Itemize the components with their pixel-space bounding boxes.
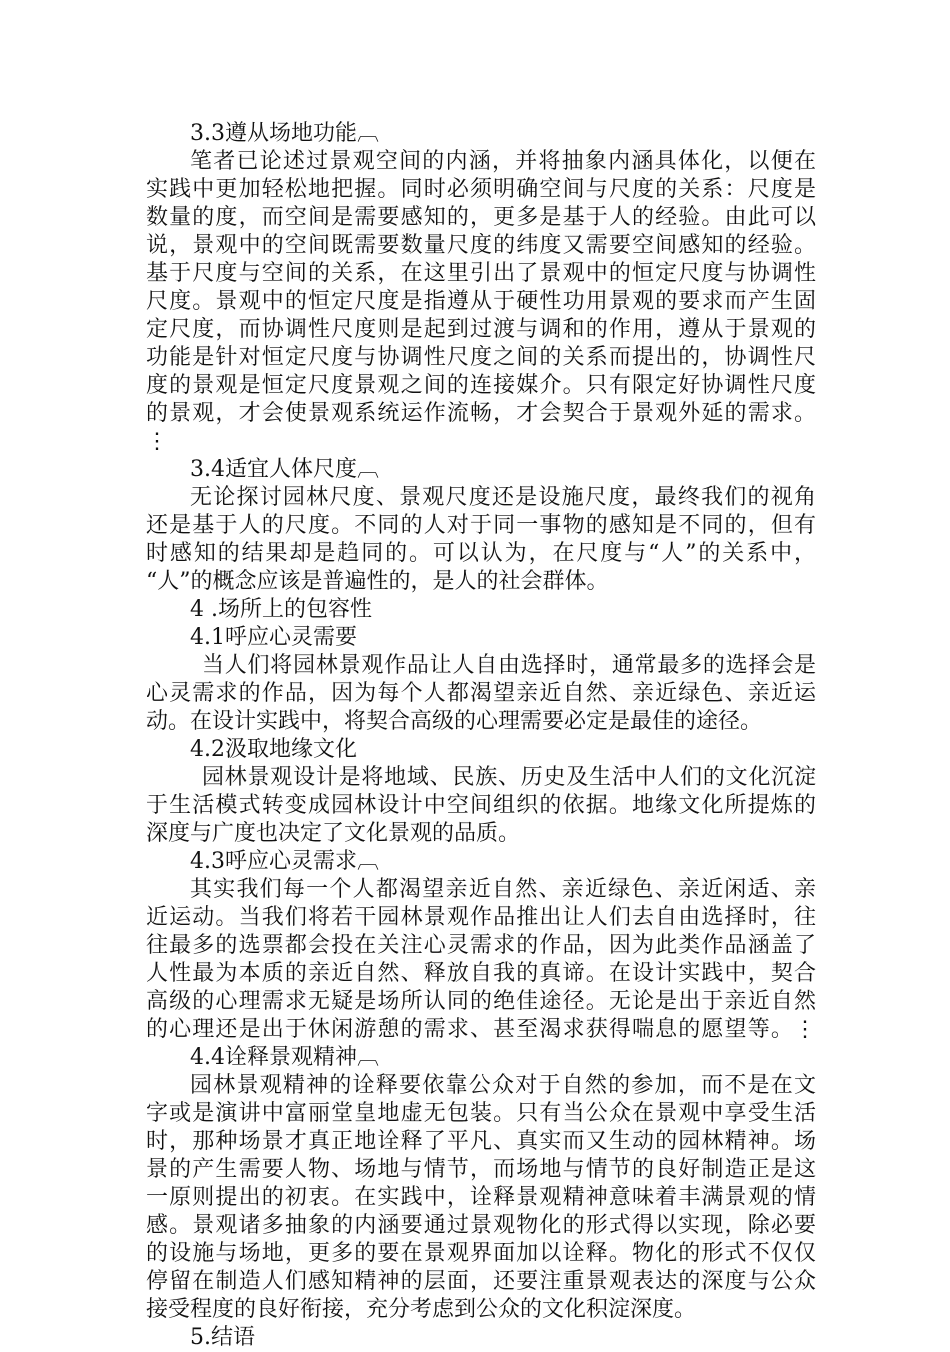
- section-heading: 4 .场所上的包容性: [190, 597, 372, 622]
- paragraph-last-line: 动。在设计实践中，将契合高级的心理需要必定是最佳的途径。: [146, 709, 763, 734]
- text-line: 的心理还是出于休闲游憩的需求、甚至渴求获得喘息的愿望等。⋮: [146, 1017, 816, 1042]
- text-line: 的景观，才会使景观系统运作流畅，才会契合于景观外延的需求。: [146, 401, 816, 426]
- paragraph-first-line: 当人们将园林景观作品让人自由选择时，通常最多的选择会是: [202, 653, 816, 678]
- paragraph-first-line: 其实我们每一个人都渴望亲近自然、亲近绿色、亲近闲适、亲: [190, 877, 816, 902]
- text-line: 感。景观诸多抽象的内涵要通过景观物化的形式得以实现，除必要: [146, 1213, 816, 1238]
- text-line: 尺度。景观中的恒定尺度是指遵从于硬性功用景观的要求而产生固: [146, 289, 816, 314]
- text-line: 实践中更加轻松地把握。同时必须明确空间与尺度的关系：尺度是: [146, 177, 816, 202]
- paragraph-first-line: 无论探讨园林尺度、景观尺度还是设施尺度，最终我们的视角: [190, 485, 816, 510]
- continuation-mark: ⋮: [146, 429, 168, 454]
- section-heading: 4.1呼应心灵需要: [190, 625, 357, 650]
- document-body: [146, 120, 816, 1352]
- paragraph-last-line: 接受程度的良好衔接，充分考虑到公众的文化积淀深度。: [146, 1297, 697, 1322]
- paragraph-first-line: 笔者已论述过景观空间的内涵，并将抽象内涵具体化，以便在: [190, 149, 816, 174]
- text-line: 停留在制造人们感知精神的层面，还要注重景观表达的深度与公众: [146, 1269, 816, 1294]
- text-line: 字或是演讲中富丽堂皇地虚无包装。只有当公众在景观中享受生活: [146, 1101, 816, 1126]
- text-line: 说，景观中的空间既需要数量尺度的纬度又需要空间感知的经验。: [146, 233, 816, 258]
- text-line: 一原则提出的初衷。在实践中，诠释景观精神意味着丰满景观的情: [146, 1185, 816, 1210]
- text-line: 往最多的选票都会投在关注心灵需求的作品，因为此类作品涵盖了: [146, 933, 816, 958]
- text-line: 近运动。当我们将若干园林景观作品推出让人们去自由选择时，往: [146, 905, 816, 930]
- paragraph-first-line: 园林景观设计是将地域、民族、历史及生活中人们的文化沉淀: [202, 765, 816, 790]
- text-line: 数量的度，而空间是需要感知的，更多是基于人的经验。由此可以: [146, 205, 816, 230]
- paragraph-first-line: 园林景观精神的诠释要依靠公众对于自然的参加，而不是在文: [190, 1073, 816, 1098]
- section-heading: 3.4适宜人体尺度︹: [190, 457, 379, 482]
- paragraph-last-line: “人”的概念应该是普遍性的，是人的社会群体。: [146, 569, 609, 594]
- paragraph-last-line: 深度与广度也决定了文化景观的品质。: [146, 821, 521, 846]
- text-line: 于生活模式转变成园林设计中空间组织的依据。地缘文化所提炼的: [146, 793, 816, 818]
- section-heading: 5.结语: [190, 1325, 255, 1350]
- text-line: 的设施与场地，更多的要在景观界面加以诠释。物化的形式不仅仅: [146, 1241, 816, 1266]
- section-heading: 4.4诠释景观精神︹: [190, 1045, 379, 1070]
- text-line: 景的产生需要人物、场地与情节，而场地与情节的良好制造正是这: [146, 1157, 816, 1182]
- section-heading: 3.3遵从场地功能︹: [190, 121, 379, 146]
- text-line: 还是基于人的尺度。不同的人对于同一事物的感知是不同的，但有: [146, 513, 816, 538]
- section-heading: 4.2汲取地缘文化: [190, 737, 357, 762]
- text-line: 心灵需求的作品，因为每个人都渴望亲近自然、亲近绿色、亲近运: [146, 681, 816, 706]
- text-line: 时感知的结果却是趋同的。可以认为，在尺度与“人”的关系中，: [146, 541, 816, 566]
- text-line: 人性最为本质的亲近自然、释放自我的真谛。在设计实践中，契合: [146, 961, 816, 986]
- text-line: 基于尺度与空间的关系，在这里引出了景观中的恒定尺度与协调性: [146, 261, 816, 286]
- text-line: 时，那种场景才真正地诠释了平凡、真实而又生动的园林精神。场: [146, 1129, 816, 1154]
- section-heading: 4.3呼应心灵需求︹: [190, 849, 379, 874]
- text-line: 定尺度，而协调性尺度则是起到过渡与调和的作用，遵从于景观的: [146, 317, 816, 342]
- text-line: 度的景观是恒定尺度景观之间的连接媒介。只有限定好协调性尺度: [146, 373, 816, 398]
- text-line: 功能是针对恒定尺度与协调性尺度之间的关系而提出的，协调性尺: [146, 345, 816, 370]
- text-line: 高级的心理需求无疑是场所认同的绝佳途径。无论是出于亲近自然: [146, 989, 816, 1014]
